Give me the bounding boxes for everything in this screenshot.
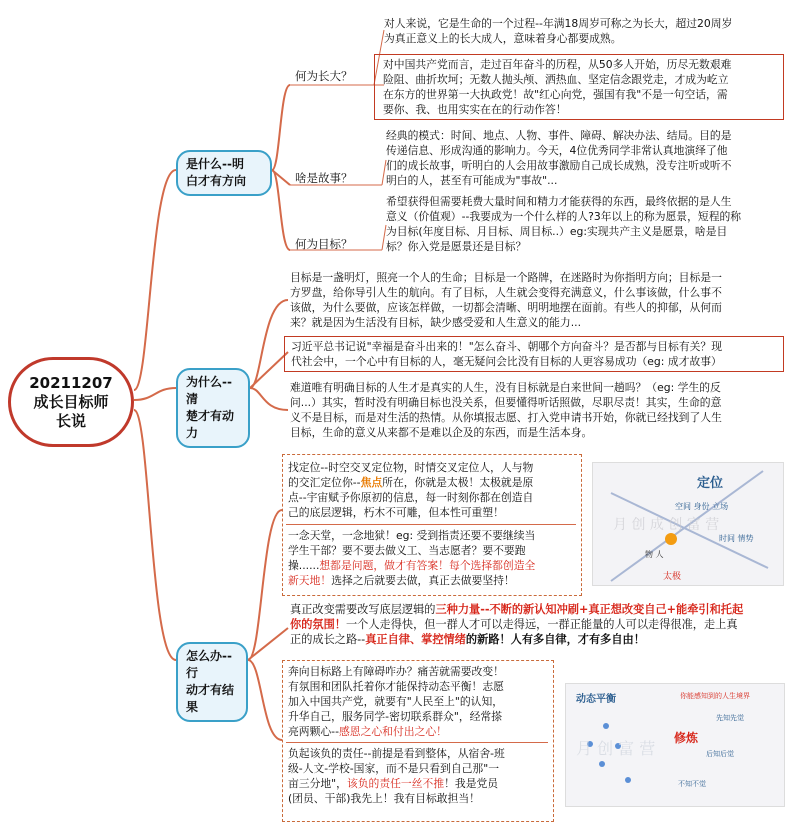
what-q1-a: 对人来说，它是生命的一个过程--年满18周岁可称之为长大，超过20周岁 为真正意义上的长大成人，意味着身心都要成熟。 <box>384 17 733 45</box>
how-p1: 真正改变需要改写底层逻辑的三种力量--不断的新认知冲刷+真正想改变自己+能牵引和托起 你的氛围！一个人走得快，但一群人才可以走得远，一群正能量的人可以走得很准，走上真 正的成长之路--真正自律、掌控情绪的新路！人有多自律，才有多自由！ <box>290 603 744 646</box>
what-q1: 何为长大？ <box>295 69 353 83</box>
branch-why-line2: 楚才有动力 <box>186 409 235 440</box>
how-d2: 一念天堂，一念地狱！eg: 受到指责还要不要继续当 学生干部？要不要去做义工、当志愿者？要不要跑 操......想都是问题，做才有答案！每个选择都创造全 新天地！选择之后就要去做，真正去做要坚持！ <box>288 529 536 587</box>
img1-watermark: 月 创 成 创 富 营 <box>613 517 720 533</box>
root-line2: 成长目标师 <box>33 392 109 411</box>
branch-what-line2: 白才有方向 <box>186 174 247 188</box>
dynamic-balance-diagram <box>565 683 785 807</box>
img2-a: 先知先觉 <box>716 714 744 722</box>
img2-sub: 你能感知到的人生境界 <box>680 692 750 700</box>
img1-taiji: 太极 <box>663 572 682 582</box>
what-q2-a: 经典的模式：时间、地点、人物、事件、障碍、解决办法、结局。目的是 传递信息、形成沟通的影响力。今天，4位优秀同学非常认真地演绎了他 们的成长故事，听明白的人会用故事激励自己成长成熟，没专注听或听不 明白的人，甚至有可能成为"事故"... <box>386 129 732 187</box>
branch-how-line2: 动才有结果 <box>186 683 235 714</box>
what-q1-b: 对中国共产党而言，走过百年奋斗的历程，从50多人开始，历尽无数艰难 险阻、曲折坎坷；无数人抛头颅、洒热血、坚定信念跟党走，才成为屹立 在东方的世界第一大执政党！故"红心向党，强国有我"不是一句空话，需 要你、我、也用实实在在的行动作答！ <box>374 54 784 120</box>
what-q3-a: 希望获得但需要耗费大量时间和精力才能获得的东西，最终依据的是人生 意义（价值观）--我要成为一个什么样的人?3年以上的称为愿景，短程的称 为目标(年度目标、月目标、周目标..）eg:实现共产主义是愿景，啥是目 标？你入党是愿景还是目标？ <box>386 195 742 253</box>
why-p1: 目标是一盏明灯，照亮一个人的生命；目标是一个路牌，在迷路时为你指明方向；目标是一 方罗盘，给你导引人生的航向。有了目标，人生就会变得充满意义，什么事该做，什么事不 该做，为什么要做，应该怎样做，一切都会清晰、明明地摆在面前。有些人的抑郁，从何而 来？就是因为生活没有目标，缺少感受爱和人生意义的能力... <box>290 271 722 329</box>
root-line1: 20211207 <box>29 373 113 392</box>
what-q2: 啥是故事？ <box>295 171 353 185</box>
branch-what <box>176 150 272 196</box>
how-d1: 找定位--时空交叉定位物，时情交叉定位人，人与物 的交汇定位你--焦点所在，你就是太极！太极就是原 点--宇宙赋予你原初的信息，每一时刻你都在创造自 己的底层逻辑，朽木不可雕，但本性可重塑！ <box>288 461 534 519</box>
how-d3: 奔向目标路上有障碍咋办？痛苦就需要改变！ 有氛围和团队托着你才能保持动态平衡！志愿 加入中国共产党，就要有"人民至上"的认知， 升华自己，服务同学-密切联系群众"，经常搽 亮两颗心--感恩之心和付出之心！ <box>288 665 504 738</box>
img2-d: 修炼 <box>674 731 699 745</box>
img2-title: 动态平衡 <box>576 694 616 705</box>
positioning-illustration <box>593 463 783 585</box>
img2-watermark: 月 创 富 营 <box>576 739 656 758</box>
img1-time: 时间 情势 <box>719 534 754 543</box>
img2-b: 后知后觉 <box>706 750 734 758</box>
root-line3: 长说 <box>55 411 86 430</box>
taiji-dot <box>665 533 677 545</box>
how-divider-1 <box>286 524 576 525</box>
how-divider-2 <box>286 742 548 743</box>
branch-why-line1: 为什么--清 <box>186 375 232 406</box>
branch-how <box>176 642 248 722</box>
root-node <box>8 357 134 447</box>
dynamic-balance-illustration <box>566 684 784 806</box>
how-d4: 负起该负的责任--前提是看到整体，从宿舍-班 级-人文-学校-国家，而不是只看到自己那"一 亩三分地"，该负的责任一丝不推！我是党员 (团员、干部)我先上！我有目标敢担当！ <box>288 747 505 805</box>
what-q3: 何为目标？ <box>295 237 353 251</box>
why-p3: 难道唯有明确目标的人生才是真实的人生，没有目标就是白来世间一趟吗？（eg: 学生的反 问...）其实，暂时没有明确目标也没关系，但要懂得听话照做，尽职尽责！其实，生命的意 义不是目标，而是对生活的热情。从你填报志愿、打入党申请书开始，你就已经找到了人生 目标，生命的意义从来都不是难以企及的东西，而是生活本身。 <box>290 381 722 439</box>
img2-c: 不知不觉 <box>678 780 706 788</box>
branch-what-line1: 是什么--明 <box>186 157 244 171</box>
why-p2: 习近平总书记说"幸福是奋斗出来的！"怎么奋斗、朝哪个方向奋斗？是否都与目标有关？现 代社会中，一个心中有目标的人，毫无疑问会比没有目标的人更容易成功（eg: 成才故事） <box>284 336 784 372</box>
branch-why <box>176 368 250 448</box>
positioning-diagram <box>592 462 784 586</box>
img1-row1: 空间 身份 立场 <box>675 502 729 511</box>
img1-title: 定位 <box>697 476 724 491</box>
img1-people: 物 人 <box>645 550 664 559</box>
branch-how-line1: 怎么办--行 <box>186 649 232 680</box>
